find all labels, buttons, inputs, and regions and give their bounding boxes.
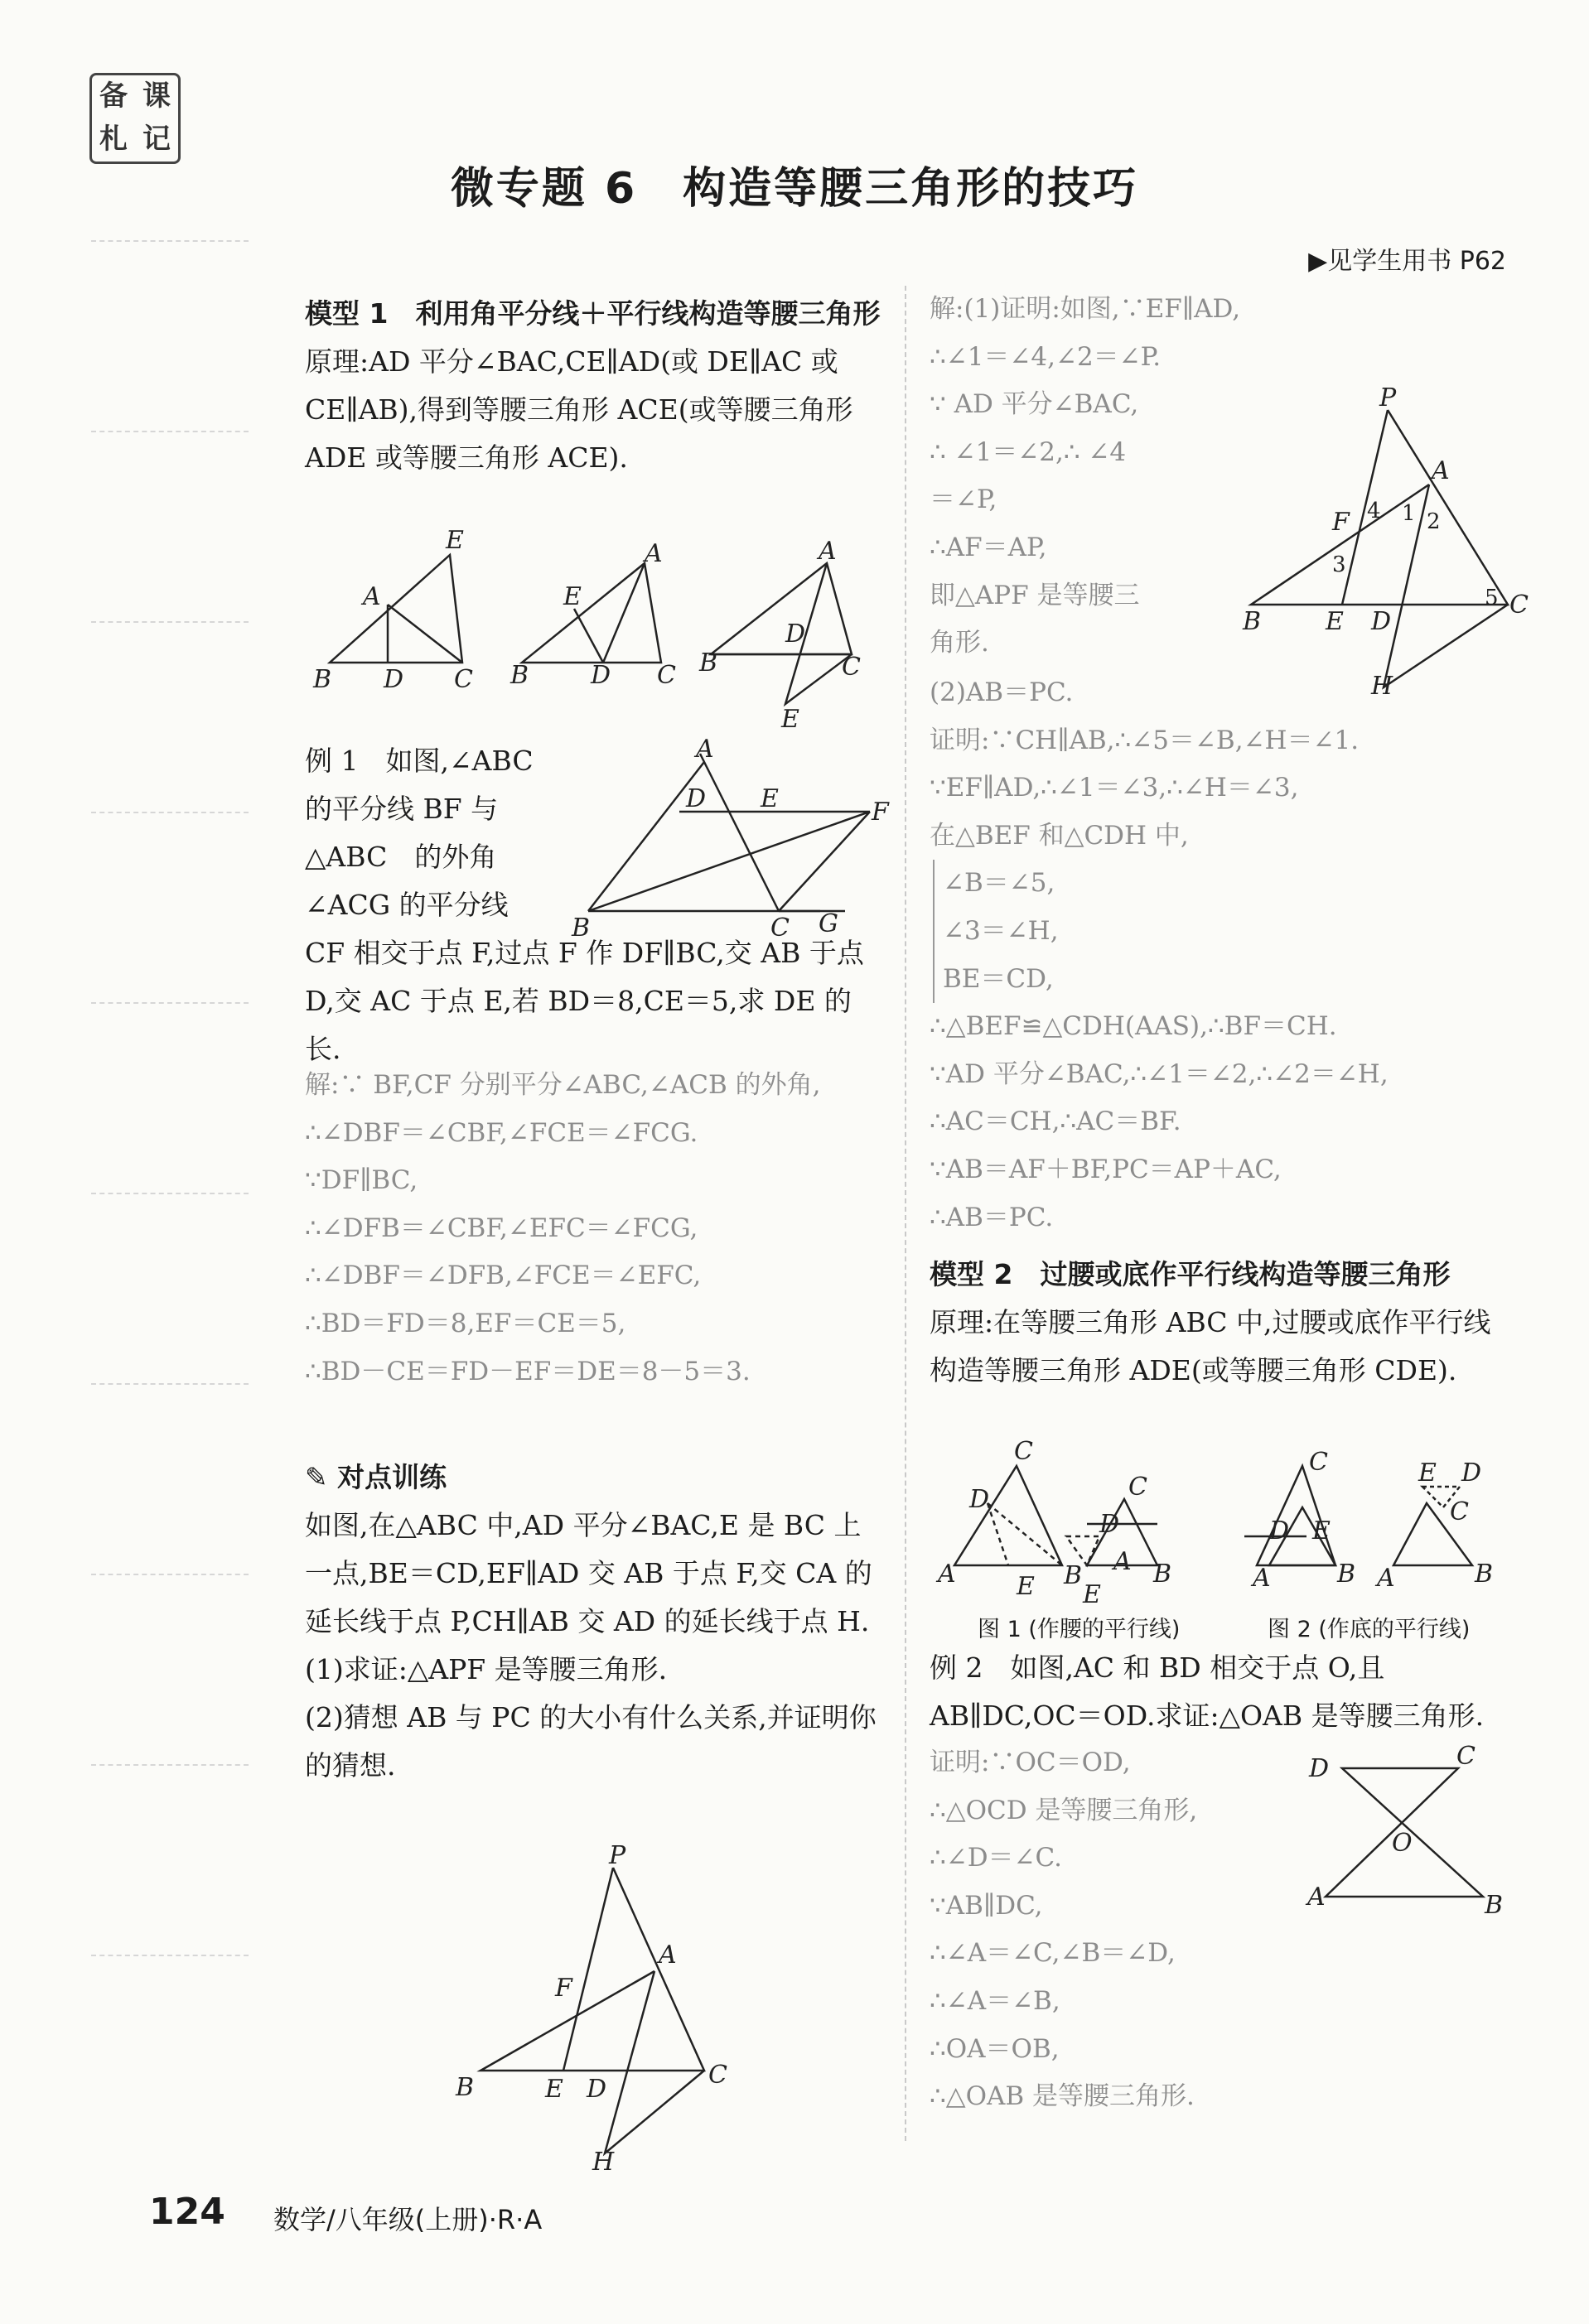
svg-text:B: B <box>313 665 332 694</box>
svg-text:F: F <box>1332 508 1350 537</box>
example1-line: 的平分线 BF 与 <box>305 793 499 825</box>
proof-line: ∴∠A＝∠B, <box>930 1985 1060 2016</box>
margin-rule <box>91 1764 249 1766</box>
margin-rule <box>91 812 249 813</box>
svg-text:A: A <box>1253 1564 1271 1593</box>
svg-text:A: A <box>1307 1883 1326 1912</box>
solution-line: ∴BD－CE＝FD－EF＝DE＝8－5＝3. <box>305 1356 751 1386</box>
proof-line: ∴∠A＝∠C,∠B＝∠D, <box>930 1938 1176 1969</box>
solution-line: ∴AC＝CH,∴AC＝BF. <box>930 1107 1181 1137</box>
svg-text:C: C <box>1456 1742 1476 1771</box>
student-book-reference: ▶见学生用书 P62 <box>1308 247 1506 276</box>
svg-text:B: B <box>1485 1891 1504 1920</box>
solution-line: 解:∵ BF,CF 分别平分∠ABC,∠ACB 的外角, <box>305 1070 821 1100</box>
solution-line: ∵EF∥AD,∴∠1＝∠3,∴∠H＝∠3, <box>930 773 1299 803</box>
svg-text:D: D <box>587 2075 607 2104</box>
solution-line: ∴AF＝AP, <box>930 532 1047 562</box>
svg-text:D: D <box>1371 607 1392 636</box>
svg-text:C: C <box>454 665 473 694</box>
svg-text:E: E <box>1418 1459 1437 1487</box>
svg-text:2: 2 <box>1427 509 1441 534</box>
svg-text:E: E <box>1326 607 1344 636</box>
example1-solution <box>305 1062 885 1396</box>
svg-text:B: B <box>510 661 529 690</box>
solution-line: ∵AD 平分∠BAC,∴∠1＝∠2,∴∠2＝∠H, <box>930 1058 1389 1089</box>
page-title: 微专题 6 构造等腰三角形的技巧 <box>450 164 1139 214</box>
example2-text: 例 2 如图,AC 和 BD 相交于点 O,且 AB∥DC,OC＝OD.求证:△OAB 是等腰三角形. <box>930 1651 1485 1732</box>
svg-text:B: B <box>1153 1560 1172 1589</box>
svg-text:G: G <box>819 909 838 938</box>
practice-heading <box>305 1454 885 1502</box>
svg-text:E: E <box>781 705 799 734</box>
condition-brace <box>933 860 1518 1003</box>
svg-text:A: A <box>645 539 663 568</box>
solution-line: ∵DF∥BC, <box>305 1165 418 1196</box>
svg-text:E: E <box>563 582 582 611</box>
solution-line: ∵AB＝AF＋BF,PC＝AP＋AC, <box>930 1154 1282 1184</box>
solution-line: ∴∠DBF＝∠CBF,∠FCE＝∠FCG. <box>305 1117 698 1148</box>
page-number: 124 <box>149 2191 225 2233</box>
seal-char: 课 <box>142 80 171 113</box>
svg-text:D: D <box>1099 1510 1120 1539</box>
svg-text:B: B <box>1243 607 1262 636</box>
margin-rule <box>91 1002 249 1004</box>
solution-line: 解:(1)证明:如图,∵EF∥AD, <box>930 294 1241 324</box>
margin-rule <box>91 431 249 432</box>
svg-text:B: B <box>456 2073 475 2102</box>
solution-line: 在△BEF 和△CDH 中, <box>930 820 1189 851</box>
solution-line: ∴AB＝PC. <box>930 1202 1054 1232</box>
proof-line: ∴△OCD 是等腰三角形, <box>930 1795 1198 1825</box>
practice-q2: (2)猜想 AB 与 PC 的大小有什么关系,并证明你的猜想. <box>305 1701 877 1782</box>
svg-text:B: B <box>699 649 718 677</box>
margin-rule <box>91 240 249 242</box>
fig2-triangle <box>522 563 661 663</box>
svg-text:A: A <box>659 1941 677 1970</box>
svg-text:A: A <box>938 1560 956 1589</box>
practice-figure <box>439 1839 770 2177</box>
example1-line: ∠ACG 的平分线 <box>305 889 509 921</box>
margin-rule <box>91 1574 249 1575</box>
solution-line: (2)AB＝PC. <box>930 677 1074 707</box>
svg-text:E: E <box>761 784 779 813</box>
notes-seal <box>89 73 181 164</box>
margin-rule <box>91 621 249 623</box>
solution-line: ∵ AD 平分∠BAC, <box>930 389 1139 420</box>
pencil-icon: ✎ <box>305 1461 338 1493</box>
example2-proof <box>930 1739 1277 2121</box>
svg-text:O: O <box>1392 1829 1413 1858</box>
svg-text:5: 5 <box>1485 586 1499 610</box>
figure2-caption: 图 2 (作底的平行线) <box>1268 1617 1471 1642</box>
solution-line: ∴BD＝FD＝8,EF＝CE＝5, <box>305 1308 626 1338</box>
svg-text:B: B <box>1064 1561 1083 1590</box>
svg-text:H: H <box>1371 672 1393 701</box>
svg-text:D: D <box>591 661 611 690</box>
solution-line: ∠3＝∠H, <box>943 915 1059 946</box>
proof-line: 证明:∵OC＝OD, <box>930 1748 1131 1777</box>
model2-principle: 原理:在等腰三角形 ABC 中,过腰或底作平行线构造等腰三角形 ADE(或等腰三角形 CDE). <box>930 1306 1491 1386</box>
margin-rule <box>91 1955 249 1956</box>
model2-block <box>930 1251 1518 1395</box>
svg-text:C: C <box>842 653 861 682</box>
svg-text:C: C <box>1450 1497 1469 1526</box>
solution-line: 证明:∵CH∥AB,∴∠5＝∠B,∠H＝∠1. <box>930 725 1360 755</box>
svg-text:3: 3 <box>1332 552 1346 577</box>
solution-line: BE＝CD, <box>943 963 1054 994</box>
margin-rule <box>91 1193 249 1194</box>
svg-text:B: B <box>572 914 591 943</box>
svg-text:A: A <box>1377 1564 1395 1593</box>
model2-heading: 模型 2 过腰或底作平行线构造等腰三角形 <box>930 1258 1451 1290</box>
solution-line: ＝∠P, <box>930 485 997 515</box>
solution-line: ∴∠DFB＝∠CBF,∠EFC＝∠FCG, <box>305 1213 698 1243</box>
svg-text:C: C <box>708 2061 727 2090</box>
model2-figures <box>930 1437 1526 1615</box>
model1-heading: 模型 1 利用角平分线＋平行线构造等腰三角形 <box>305 297 881 330</box>
svg-text:C: C <box>770 914 790 943</box>
svg-text:C: C <box>1014 1437 1033 1466</box>
fig3-lines <box>711 563 852 704</box>
solution-line: 角形. <box>930 628 989 658</box>
svg-text:4: 4 <box>1367 499 1381 523</box>
solution-line: ∴∠1＝∠4,∠2＝∠P. <box>930 341 1162 372</box>
svg-text:F: F <box>555 1974 572 2003</box>
seal-char: 记 <box>142 123 171 156</box>
svg-text:A: A <box>696 735 714 764</box>
example1-line: 例 1 如图,∠ABC <box>305 745 534 777</box>
svg-text:C: C <box>657 661 676 690</box>
svg-text:1: 1 <box>1402 501 1416 526</box>
svg-text:P: P <box>1379 383 1397 412</box>
example2-block <box>930 1644 1518 1740</box>
model1-figures <box>305 526 885 734</box>
svg-text:C: C <box>1128 1473 1147 1502</box>
solution-line: ∠B＝∠5, <box>943 868 1055 899</box>
svg-text:E: E <box>1083 1580 1101 1609</box>
svg-text:D: D <box>384 665 404 694</box>
fig1-lines <box>388 605 462 663</box>
svg-text:A: A <box>1113 1547 1132 1576</box>
example1-figure <box>572 735 889 943</box>
proof-line: ∵AB∥DC, <box>930 1890 1043 1921</box>
figure1-caption: 图 1 (作腰的平行线) <box>978 1617 1181 1642</box>
svg-text:E: E <box>1017 1572 1035 1601</box>
practice-problem: 如图,在△ABC 中,AD 平分∠BAC,E 是 BC 上一点,BE＝CD,EF∥AD 交 AB 于点 F,交 CA 的延长线于点 P,CH∥AB 交 AD 的延长线于点 H. <box>305 1509 872 1637</box>
proof-line: ∴△OAB 是等腰三角形. <box>930 2081 1195 2112</box>
practice-solution-2 <box>930 669 1518 1242</box>
svg-text:P: P <box>609 1841 626 1870</box>
solution-line: 即△APF 是等腰三 <box>930 580 1140 610</box>
column-divider <box>905 286 906 2141</box>
example1-lines <box>305 737 570 929</box>
svg-text:D: D <box>686 784 707 813</box>
solution-figure <box>1243 381 1529 704</box>
practice-q1: (1)求证:△APF 是等腰三角形. <box>305 1653 668 1685</box>
solution-line: ∴△BEF≌△CDH(AAS),∴BF＝CH. <box>930 1011 1337 1042</box>
practice-block <box>305 1454 885 1790</box>
model1-principle: 原理:AD 平分∠BAC,CE∥AD(或 DE∥AC 或CE∥AB),得到等腰三角形 ACE(或等腰三角形 ADE 或等腰三角形 ACE). <box>305 345 853 474</box>
example2-figure <box>1292 1739 1533 1921</box>
svg-text:B: B <box>1337 1560 1356 1589</box>
example1-rest <box>305 929 885 1073</box>
svg-text:D: D <box>1269 1516 1290 1545</box>
svg-text:A: A <box>1432 456 1450 485</box>
solution-line: ∴∠DBF＝∠DFB,∠FCE＝∠EFC, <box>305 1261 702 1291</box>
example1-line: △ABC 的外角 <box>305 841 497 873</box>
svg-text:C: C <box>1309 1448 1328 1477</box>
solution-line: ∴ ∠1＝∠2,∴ ∠4 <box>930 436 1127 467</box>
fig3-triangle <box>711 563 852 654</box>
seal-char: 备 <box>99 80 128 113</box>
svg-text:D: D <box>1309 1754 1330 1783</box>
svg-text:B: B <box>1475 1560 1494 1589</box>
svg-text:D: D <box>969 1485 990 1514</box>
svg-text:D: D <box>785 620 806 649</box>
svg-text:C: C <box>1509 591 1529 620</box>
proof-line: ∴OA＝OB, <box>930 2033 1060 2064</box>
svg-text:H: H <box>592 2148 615 2177</box>
margin-rule <box>91 1383 249 1385</box>
svg-text:A: A <box>819 537 837 566</box>
practice-solution-1 <box>930 286 1244 668</box>
svg-text:E: E <box>446 526 464 555</box>
example1-text: CF 相交于点 F,过点 F 作 DF∥BC,交 AB 于点 D,交 AC 于点 E,若 BD＝8,CE＝5,求 DE 的长. <box>305 937 864 1065</box>
svg-text:E: E <box>1312 1516 1331 1545</box>
svg-text:D: D <box>1461 1459 1482 1487</box>
svg-text:E: E <box>545 2075 563 2104</box>
model1-block <box>305 290 885 482</box>
practice-heading-text: 对点训练 <box>337 1461 447 1493</box>
svg-text:A: A <box>363 582 381 611</box>
proof-line: ∴∠D＝∠C. <box>930 1843 1062 1873</box>
svg-text:F: F <box>872 798 889 827</box>
seal-char: 札 <box>99 123 128 156</box>
book-title: 数学/八年级(上册)·R·A <box>273 2204 543 2235</box>
